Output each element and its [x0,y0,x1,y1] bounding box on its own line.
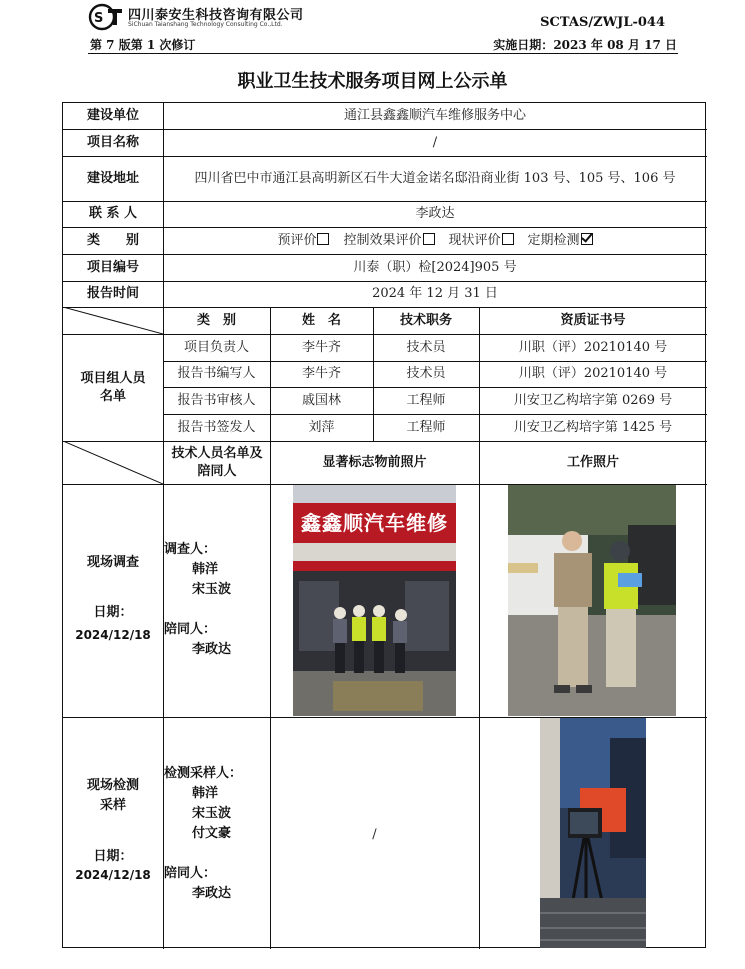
sampling-label: 现场检测采样 [86,778,139,813]
sampling-date: 2024/12/18 [75,868,151,882]
construction-unit-value: 通江县鑫鑫顺汽车维修服务中心 [343,108,526,123]
work-photo-survey [508,485,676,716]
project-no-value: 川泰（职）检[2024]905 号 [353,259,517,275]
table-row-cert: 川职（评）20210140 号 [518,366,668,381]
category-option-pre-evaluation[interactable]: 预评价 [277,232,329,250]
checkbox-icon[interactable] [317,233,329,245]
svg-text:S: S [94,11,104,26]
companions-label: 陪同人： [164,622,217,637]
sampler-name: 宋玉波 [192,806,232,821]
table-row-role: 报告书审核人 [177,392,256,408]
companion-name: 李政达 [192,642,232,657]
table-row-cert: 川安卫乙构培字第 0269 号 [513,392,673,408]
company-logo [88,3,338,33]
contact-value: 李政达 [415,206,455,221]
table-row-title: 技术员 [406,366,446,381]
shop-sign-text: 鑫鑫顺汽车维修 [301,511,448,535]
company-name-en: SiChuan Taianshang Technology Consulting Co.,Ltd. [128,21,283,28]
address-label: 建设地址 [86,170,139,186]
investigator-name: 宋玉波 [192,582,232,597]
table-row-name: 李牛齐 [301,366,341,381]
companion-name: 李政达 [192,886,232,901]
edition-label: 第 7 版第 1 次修订 [90,38,196,52]
page-title: 职业卫生技术服务项目网上公示单 [237,71,508,92]
landmark-photo-header: 显著标志物前照片 [322,454,427,470]
work-photo-header: 工作照片 [566,454,619,470]
work-photo-survey-image [508,485,676,716]
project-no-label: 项目编号 [86,259,139,275]
sampling-roster [164,764,268,904]
table-row-cert: 川安卫乙构培字第 1425 号 [513,419,673,435]
table-row-title: 技术员 [406,339,446,355]
category-option-periodic-testing[interactable]: 定期检测 [528,232,593,250]
project-name-value: / [432,134,438,150]
category-label: 类 别 [86,232,139,248]
report-time-label: 报告时间 [86,286,139,301]
address-value: 四川省巴中市通江县高明新区石牛大道金诺名邸沿商业街 103 号、105 号、106 号 [194,170,676,186]
construction-unit-label: 建设单位 [86,108,139,123]
survey-roster [164,540,268,660]
report-time-value: 2024 年 12 月 31 日 [372,286,498,301]
investigator-name: 韩洋 [192,562,219,577]
work-photo-sampling [540,718,646,948]
sampler-name: 韩洋 [192,786,219,801]
team-header-cert: 资质证书号 [560,312,626,328]
table-row-role: 报告书签发人 [177,419,256,435]
category-options [163,227,707,254]
header-diagonal [63,307,163,334]
sampler-name: 付文豪 [192,826,232,841]
table-row-name: 李牛齐 [301,339,341,355]
companions-label: 陪同人： [164,866,217,881]
company-logo-icon [88,3,126,31]
table-row-name: 戚国林 [301,392,341,408]
survey-date: 2024/12/18 [75,628,151,642]
category-option-control-evaluation[interactable]: 控制效果评价 [343,232,434,250]
team-header-name: 姓 名 [301,312,341,328]
disclosure-table [62,102,706,948]
document-number: SCTAS/ZWJL-044 [540,15,665,30]
checked-checkbox-icon[interactable] [581,233,593,245]
table-row-role: 报告书编写人 [177,366,256,381]
project-name-label: 项目名称 [86,134,139,150]
effective-date: 实施日期：2023 年 08 月 17 日 [493,38,677,52]
landmark-photo [293,485,456,716]
category-option-status-evaluation[interactable]: 现状评价 [449,232,514,250]
table-row-cert: 川职（评）20210140 号 [518,339,668,355]
investigators-label: 调查人： [164,542,217,557]
sampling-date-label: 日期： [93,849,133,864]
checkbox-icon[interactable] [423,233,435,245]
photo-header-diagonal [63,441,163,484]
team-header-title: 技术职务 [399,312,452,328]
team-header-role: 类 别 [196,312,236,328]
survey-label: 现场调查 [86,555,139,570]
table-row-title: 工程师 [406,392,446,408]
table-row-name: 刘萍 [308,419,335,435]
table-row-title: 工程师 [406,419,446,435]
sampling-landmark-value: / [372,827,377,842]
contact-label: 联 系 人 [88,206,138,221]
header-divider [88,53,678,54]
staff-header: 技术人员名单及陪同人 [171,445,263,479]
survey-date-label: 日期： [93,605,133,620]
samplers-label: 检测采样人： [164,766,243,781]
table-row-role: 项目负责人 [183,339,249,355]
company-name-cn: 四川泰安生科技咨询有限公司 [128,8,304,23]
checkbox-icon[interactable] [502,233,514,245]
team-group-label: 项目组人员名单 [80,370,146,404]
work-photo-sampling-image [540,718,646,948]
